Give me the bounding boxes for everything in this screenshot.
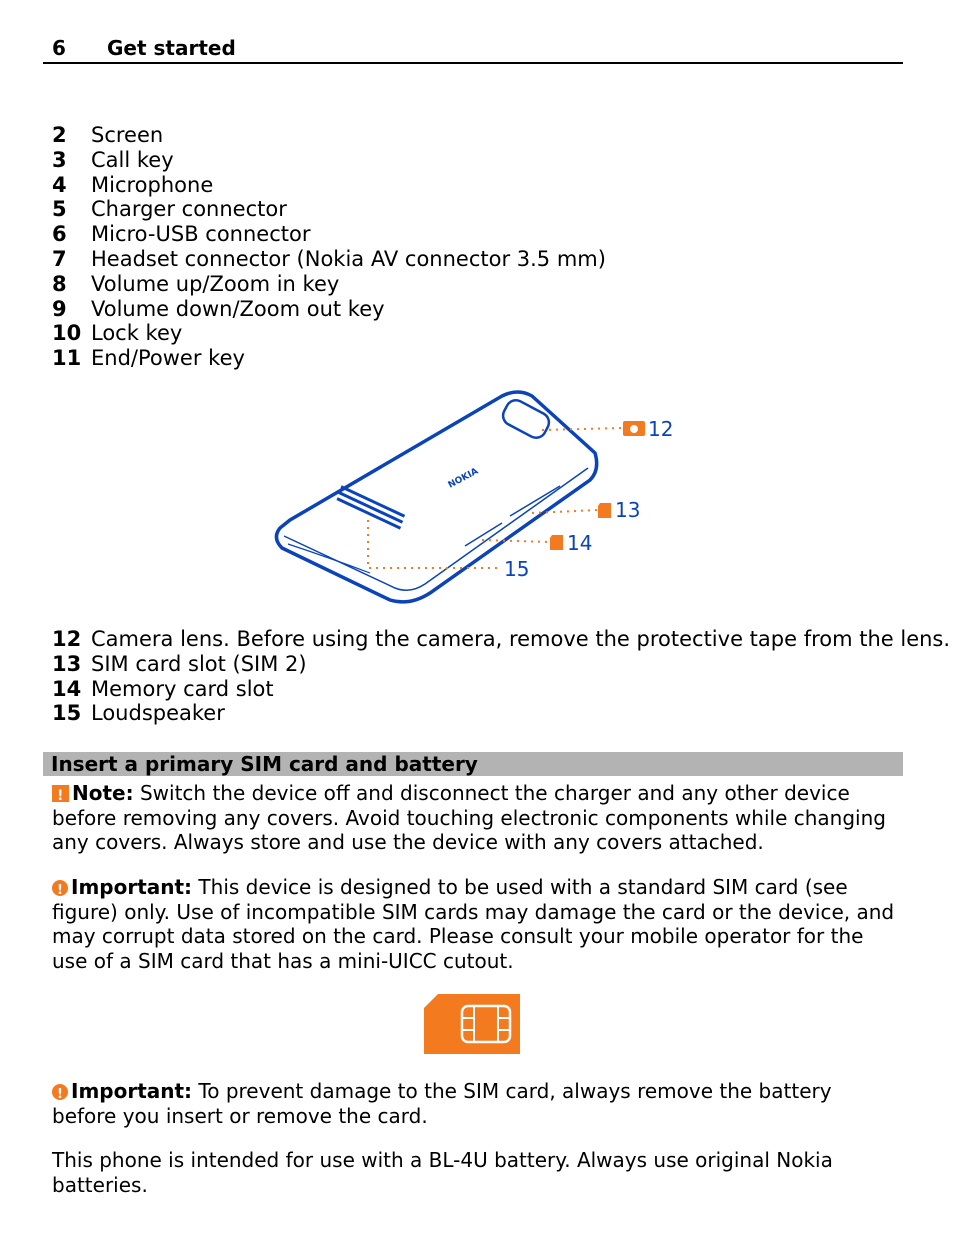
list-item bbox=[52, 123, 912, 148]
item-number: 4 bbox=[52, 172, 67, 197]
note-label: Note: bbox=[72, 781, 134, 805]
parts-list-top bbox=[52, 123, 912, 371]
important-label: Important: bbox=[71, 1079, 193, 1103]
list-item bbox=[52, 297, 912, 322]
callout-label-12: 12 bbox=[648, 417, 674, 441]
important-label: Important: bbox=[71, 875, 193, 899]
item-number: 14 bbox=[52, 676, 82, 701]
list-item bbox=[52, 627, 951, 652]
item-label: Volume down/Zoom out key bbox=[91, 296, 385, 321]
item-number: 13 bbox=[52, 651, 82, 676]
page-header bbox=[43, 36, 903, 64]
item-label: Micro-USB connector bbox=[91, 222, 311, 247]
list-item bbox=[52, 222, 912, 247]
callout-label-14: 14 bbox=[567, 531, 593, 555]
list-item bbox=[52, 173, 912, 198]
callout-label-15: 15 bbox=[504, 557, 530, 581]
section-heading bbox=[43, 752, 903, 776]
battery-paragraph: This phone is intended for use with a BL-4U battery. Always use original Nokia batteries. bbox=[52, 1148, 833, 1197]
item-number: 8 bbox=[52, 271, 67, 296]
important-text: To prevent damage to the SIM card, always remove the battery before you insert or remove the card. bbox=[52, 1079, 832, 1128]
list-item bbox=[52, 148, 912, 173]
sim-card-illustration bbox=[424, 994, 522, 1056]
important-icon bbox=[52, 1084, 68, 1100]
list-item bbox=[52, 677, 912, 702]
sim-card-icon bbox=[598, 503, 611, 518]
phone-back-illustration bbox=[270, 388, 690, 608]
item-label: Screen bbox=[91, 123, 164, 147]
item-number: 3 bbox=[52, 147, 67, 172]
item-label: End/Power key bbox=[91, 346, 245, 371]
item-label: Call key bbox=[91, 147, 174, 172]
item-number: 12 bbox=[52, 627, 82, 651]
item-number: 6 bbox=[52, 222, 67, 247]
nokia-logo: NOKIA bbox=[446, 466, 481, 491]
list-item bbox=[52, 652, 912, 677]
page-number: 6 bbox=[52, 36, 66, 60]
important-icon bbox=[52, 880, 68, 896]
important-paragraph-1 bbox=[52, 875, 902, 973]
list-item bbox=[52, 272, 912, 297]
item-number: 7 bbox=[52, 246, 67, 271]
item-label: SIM card slot (SIM 2) bbox=[91, 651, 307, 676]
item-label: Lock key bbox=[91, 321, 183, 346]
warning-icon bbox=[52, 785, 69, 802]
item-label: Charger connector bbox=[91, 197, 287, 222]
parts-list-bottom bbox=[52, 627, 951, 726]
memory-card-icon bbox=[550, 535, 563, 550]
chapter-title: Get started bbox=[107, 36, 236, 60]
item-number: 9 bbox=[52, 296, 67, 321]
item-label: Memory card slot bbox=[91, 676, 274, 701]
list-item bbox=[52, 701, 912, 726]
sim-card-shape bbox=[424, 994, 520, 1054]
note-paragraph bbox=[52, 781, 902, 855]
important-text: This device is designed to be used with a standard SIM card (see figure) only. Use of incompatible SIM cards may damage the card or the device, and may corrupt data stored on the card. Please consult your mobile operator for the use of a SIM card that has a mini-UICC cutout. bbox=[52, 875, 895, 973]
item-number: 15 bbox=[52, 701, 82, 726]
item-number: 5 bbox=[52, 197, 67, 222]
list-item bbox=[52, 247, 912, 272]
note-text: Switch the device off and disconnect the charger and any other device before removing any covers. Avoid touching electronic components while changing any covers. Always store and use the device with any covers attached. bbox=[52, 781, 886, 854]
item-number: 10 bbox=[52, 321, 82, 346]
section-title: Insert a primary SIM card and battery bbox=[51, 752, 478, 776]
item-number: 2 bbox=[52, 123, 67, 147]
list-item bbox=[52, 321, 912, 346]
list-item bbox=[52, 197, 912, 222]
list-item bbox=[52, 346, 912, 371]
item-label: Loudspeaker bbox=[91, 701, 225, 726]
item-number: 11 bbox=[52, 346, 82, 371]
item-label: Microphone bbox=[91, 172, 214, 197]
item-label: Headset connector (Nokia AV connector 3.5 mm) bbox=[91, 246, 606, 271]
item-label: Volume up/Zoom in key bbox=[91, 271, 340, 296]
important-paragraph-2 bbox=[52, 1079, 902, 1128]
item-label: Camera lens. Before using the camera, remove the protective tape from the lens. bbox=[91, 627, 951, 651]
callout-label-13: 13 bbox=[615, 498, 641, 522]
